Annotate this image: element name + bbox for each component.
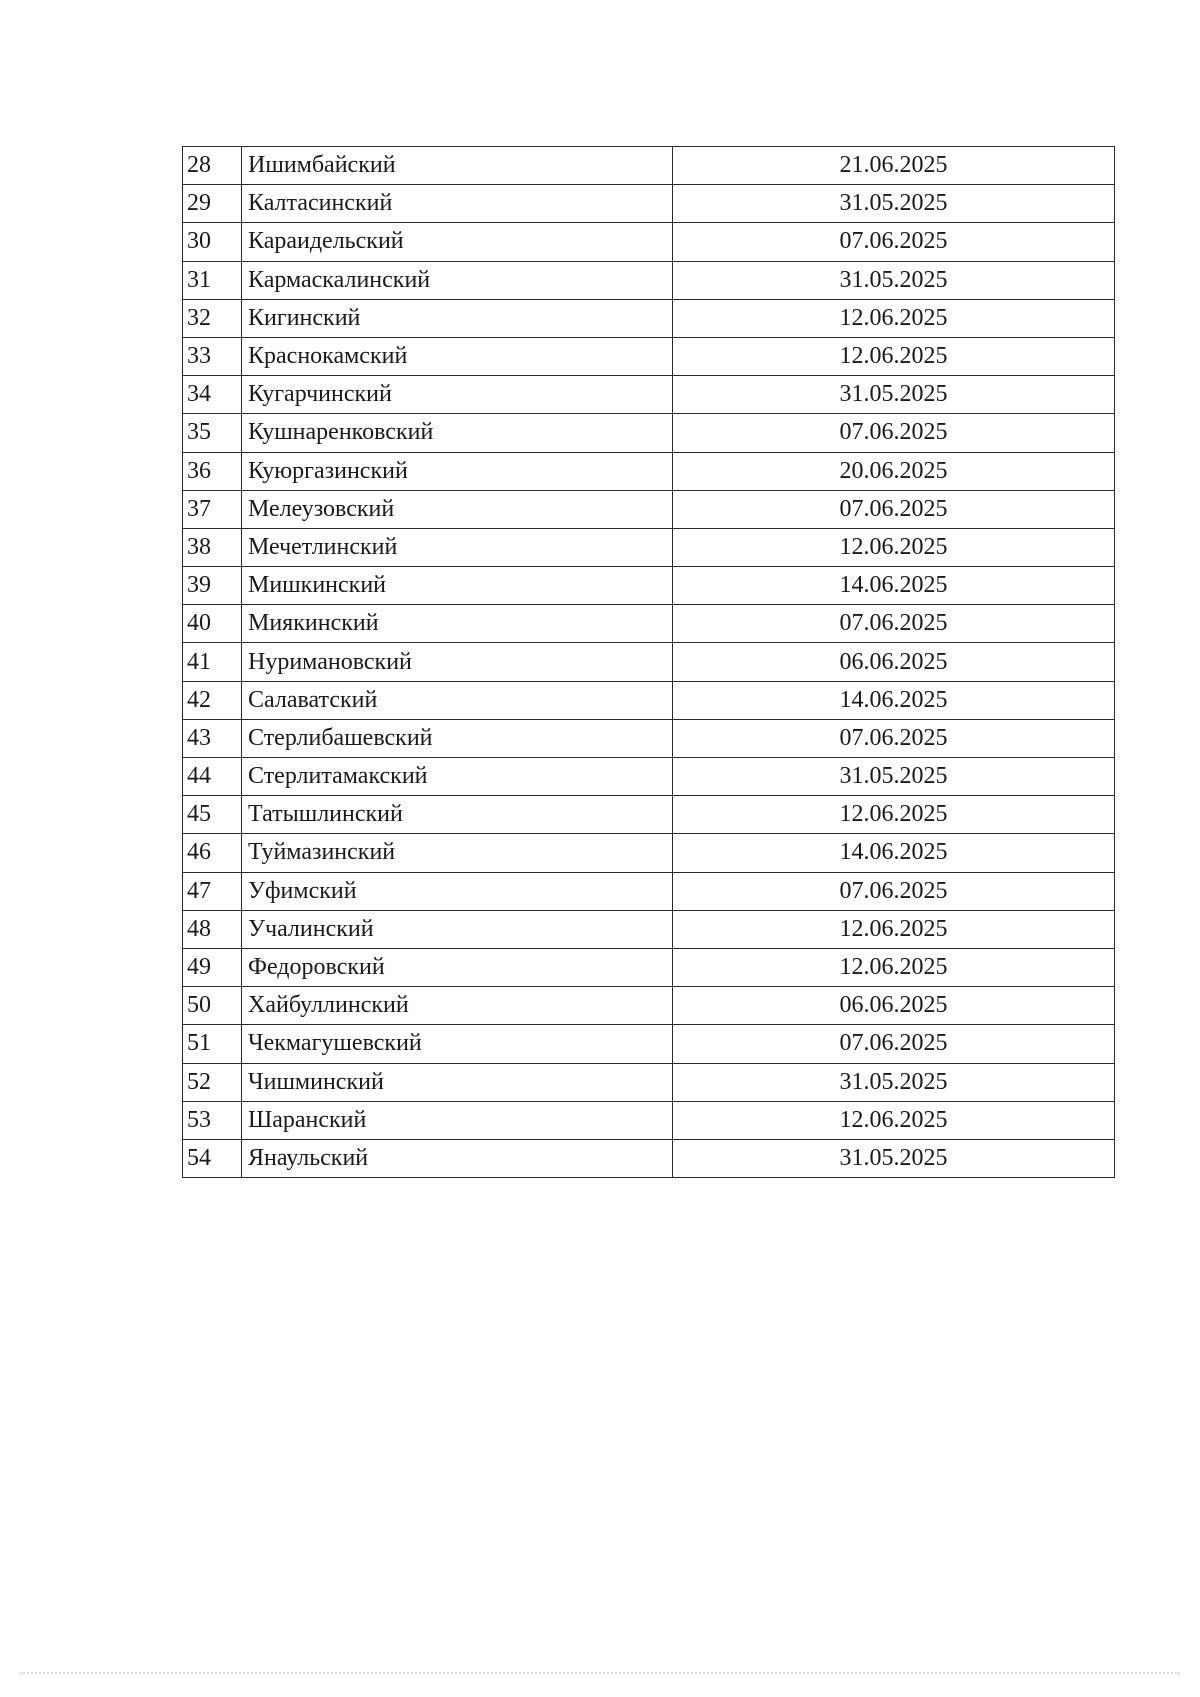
district-date: 12.06.2025 [673, 948, 1115, 986]
table-row [183, 834, 1115, 872]
row-number: 37 [183, 490, 242, 528]
table-row [183, 681, 1115, 719]
district-date: 31.05.2025 [673, 758, 1115, 796]
district-date: 31.05.2025 [673, 376, 1115, 414]
district-date: 12.06.2025 [673, 299, 1115, 337]
district-name: Кугарчинский [242, 376, 673, 414]
district-date: 12.06.2025 [673, 337, 1115, 375]
row-number: 41 [183, 643, 242, 681]
district-name: Шаранский [242, 1101, 673, 1139]
district-name: Хайбуллинский [242, 987, 673, 1025]
table-row [183, 376, 1115, 414]
row-number: 51 [183, 1025, 242, 1063]
row-number: 39 [183, 567, 242, 605]
table-row [183, 1063, 1115, 1101]
row-number: 47 [183, 872, 242, 910]
district-date: 07.06.2025 [673, 605, 1115, 643]
row-number: 50 [183, 987, 242, 1025]
district-date: 31.05.2025 [673, 261, 1115, 299]
district-name: Нуримановский [242, 643, 673, 681]
table-body [183, 147, 1115, 1178]
table-row [183, 1139, 1115, 1177]
district-name: Караидельский [242, 223, 673, 261]
district-date: 14.06.2025 [673, 834, 1115, 872]
row-number: 28 [183, 147, 242, 185]
district-name: Чекмагушевский [242, 1025, 673, 1063]
row-number: 46 [183, 834, 242, 872]
table-row [183, 147, 1115, 185]
table-row [183, 414, 1115, 452]
district-date: 12.06.2025 [673, 528, 1115, 566]
district-name: Янаульский [242, 1139, 673, 1177]
row-number: 42 [183, 681, 242, 719]
district-name: Чишминский [242, 1063, 673, 1101]
table-row [183, 1101, 1115, 1139]
row-number: 35 [183, 414, 242, 452]
row-number: 40 [183, 605, 242, 643]
district-date: 20.06.2025 [673, 452, 1115, 490]
table-row [183, 299, 1115, 337]
district-name: Туймазинский [242, 834, 673, 872]
district-name: Стерлитамакский [242, 758, 673, 796]
district-date: 21.06.2025 [673, 147, 1115, 185]
district-name: Калтасинский [242, 185, 673, 223]
row-number: 45 [183, 796, 242, 834]
table-row [183, 948, 1115, 986]
table-row [183, 872, 1115, 910]
district-date: 07.06.2025 [673, 719, 1115, 757]
districts-table [182, 146, 1115, 1178]
table-row [183, 567, 1115, 605]
table-row [183, 1025, 1115, 1063]
district-date: 07.06.2025 [673, 414, 1115, 452]
row-number: 29 [183, 185, 242, 223]
district-date: 07.06.2025 [673, 223, 1115, 261]
district-date: 07.06.2025 [673, 490, 1115, 528]
row-number: 30 [183, 223, 242, 261]
district-date: 12.06.2025 [673, 910, 1115, 948]
district-date: 07.06.2025 [673, 1025, 1115, 1063]
row-number: 53 [183, 1101, 242, 1139]
row-number: 54 [183, 1139, 242, 1177]
row-number: 32 [183, 299, 242, 337]
row-number: 43 [183, 719, 242, 757]
scan-edge-line [20, 1672, 1180, 1674]
district-name: Мелеузовский [242, 490, 673, 528]
district-date: 31.05.2025 [673, 1063, 1115, 1101]
table-row [183, 796, 1115, 834]
table-row [183, 490, 1115, 528]
district-date: 14.06.2025 [673, 567, 1115, 605]
table-row [183, 185, 1115, 223]
table-row [183, 223, 1115, 261]
table-row [183, 605, 1115, 643]
district-date: 14.06.2025 [673, 681, 1115, 719]
row-number: 38 [183, 528, 242, 566]
district-date: 12.06.2025 [673, 1101, 1115, 1139]
district-name: Мечетлинский [242, 528, 673, 566]
table-row [183, 758, 1115, 796]
row-number: 49 [183, 948, 242, 986]
district-date: 12.06.2025 [673, 796, 1115, 834]
district-name: Миякинский [242, 605, 673, 643]
district-name: Кушнаренковский [242, 414, 673, 452]
district-name: Салаватский [242, 681, 673, 719]
row-number: 31 [183, 261, 242, 299]
district-date: 06.06.2025 [673, 987, 1115, 1025]
district-date: 07.06.2025 [673, 872, 1115, 910]
district-name: Уфимский [242, 872, 673, 910]
district-date: 06.06.2025 [673, 643, 1115, 681]
district-date: 31.05.2025 [673, 1139, 1115, 1177]
table-row [183, 719, 1115, 757]
district-date: 31.05.2025 [673, 185, 1115, 223]
table-row [183, 643, 1115, 681]
row-number: 36 [183, 452, 242, 490]
table-row [183, 528, 1115, 566]
row-number: 44 [183, 758, 242, 796]
district-name: Учалинский [242, 910, 673, 948]
district-name: Мишкинский [242, 567, 673, 605]
district-name: Кармаскалинский [242, 261, 673, 299]
table-row [183, 910, 1115, 948]
table-row [183, 987, 1115, 1025]
table-row [183, 452, 1115, 490]
district-name: Татышлинский [242, 796, 673, 834]
district-name: Ишимбайский [242, 147, 673, 185]
district-name: Федоровский [242, 948, 673, 986]
row-number: 34 [183, 376, 242, 414]
row-number: 52 [183, 1063, 242, 1101]
district-name: Куюргазинский [242, 452, 673, 490]
table-row [183, 261, 1115, 299]
table-row [183, 337, 1115, 375]
row-number: 48 [183, 910, 242, 948]
row-number: 33 [183, 337, 242, 375]
district-name: Кигинский [242, 299, 673, 337]
district-name: Краснокамский [242, 337, 673, 375]
district-name: Стерлибашевский [242, 719, 673, 757]
